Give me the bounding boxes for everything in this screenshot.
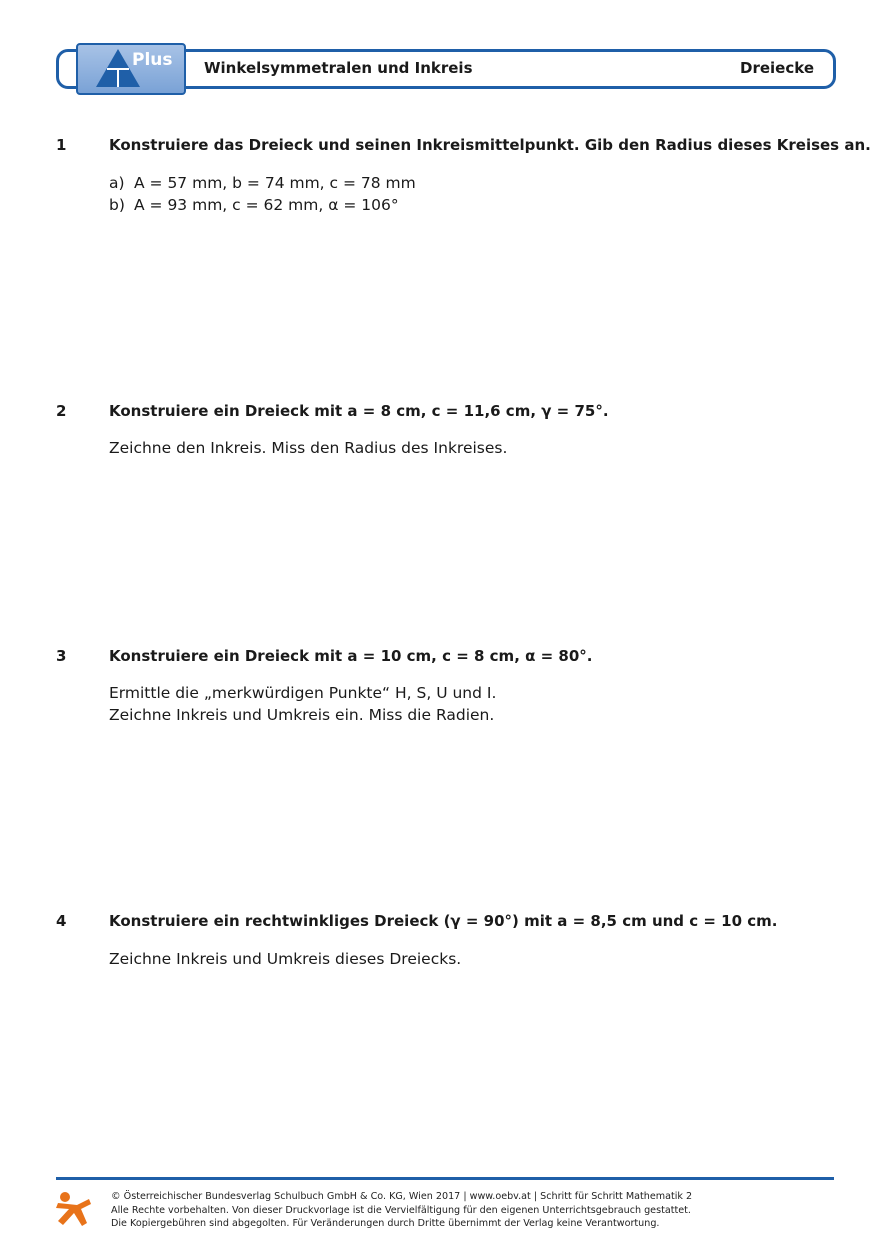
item-text: A = 93 mm, c = 62 mm, α = 106°: [134, 196, 399, 214]
footer-copyright: [111, 1190, 692, 1231]
task-number: 3: [56, 647, 67, 665]
plus-logo: [76, 43, 186, 95]
item-label: a): [109, 174, 125, 192]
footer-line: Die Kopiergebühren sind abgegolten. Für Veränderungen durch Dritte übernimmt der Verlag keine Verantwortung.: [111, 1218, 660, 1229]
task-title: Konstruiere ein Dreieck mit a = 10 cm, c = 8 cm, α = 80°.: [109, 647, 593, 665]
publisher-logo-icon: [55, 1191, 93, 1227]
task-text: Zeichne den Inkreis. Miss den Radius des Inkreises.: [109, 439, 508, 457]
task-number: 4: [56, 912, 67, 930]
page-title: Winkelsymmetralen und Inkreis: [204, 59, 473, 77]
task-item: [109, 196, 399, 214]
footer-line: Alle Rechte vorbehalten. Von dieser Druckvorlage ist die Vervielfältigung für den eigenen Unterrichtsgebrauch gestattet.: [111, 1204, 691, 1216]
task-item: [109, 174, 416, 192]
task-number: 2: [56, 402, 67, 420]
footer-divider: [56, 1177, 834, 1180]
task-text: Zeichne Inkreis und Umkreis dieses Dreiecks.: [109, 950, 462, 968]
task-number: 1: [56, 136, 67, 154]
task-title: Konstruiere ein rechtwinkliges Dreieck (γ = 90°) mit a = 8,5 cm und c = 10 cm.: [109, 912, 778, 930]
section-title: Dreiecke: [740, 59, 814, 77]
item-text: A = 57 mm, b = 74 mm, c = 78 mm: [134, 174, 416, 192]
task-text: Zeichne Inkreis und Umkreis ein. Miss die Radien.: [109, 706, 495, 724]
task-title: Konstruiere das Dreieck und seinen Inkreismittelpunkt. Gib den Radius dieses Kreises an.: [109, 136, 871, 154]
task-text: Ermittle die „merkwürdigen Punkte“ H, S, U und I.: [109, 684, 497, 702]
footer-line: © Österreichischer Bundesverlag Schulbuch GmbH & Co. KG, Wien 2017 | www.oebv.at | Schritt für Schritt Mathematik 2: [111, 1191, 693, 1202]
logo-text: Plus: [132, 50, 173, 70]
item-label: b): [109, 196, 125, 214]
task-title: Konstruiere ein Dreieck mit a = 8 cm, c = 11,6 cm, γ = 75°.: [109, 402, 609, 420]
